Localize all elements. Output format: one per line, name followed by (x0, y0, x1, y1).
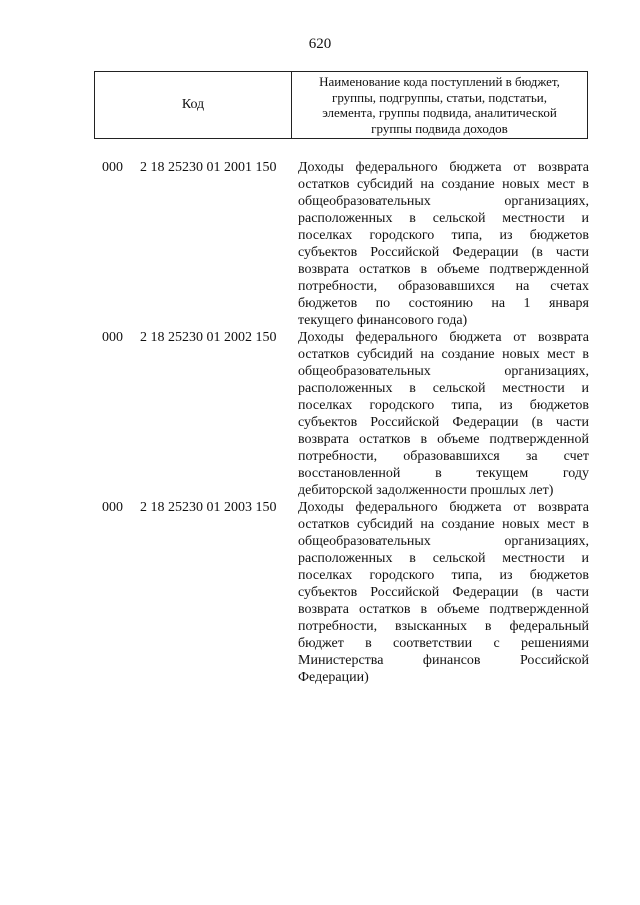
description-line: текущего финансового года) (298, 313, 468, 328)
header-name-line: группы подвида доходов (371, 120, 508, 136)
row-description (298, 499, 589, 686)
description-line: Федерации) (298, 670, 369, 685)
description-line: бюджетов по состоянию на 1 января (298, 296, 589, 311)
admin-code: 000 (102, 330, 123, 345)
description-line: расположенных в сельской местности и (298, 211, 589, 226)
admin-code: 000 (102, 500, 123, 515)
table-body (0, 159, 640, 686)
header-code-cell (95, 72, 292, 138)
description-line: дебиторской задолженности прошлых лет) (298, 483, 554, 498)
description-line: расположенных в сельской местности и (298, 551, 589, 566)
description-line: возврата остатков в объеме подтвержденной (298, 432, 589, 447)
admin-code: 000 (102, 160, 123, 175)
table-row (0, 159, 640, 329)
description-line: бюджет в соответствии с решениями (298, 636, 589, 651)
row-description (298, 159, 589, 329)
description-line: Доходы федерального бюджета от возврата (298, 500, 589, 515)
header-name-line: Наименование кода поступлений в бюджет, (319, 74, 560, 89)
description-line: расположенных в сельской местности и (298, 381, 589, 396)
page-number: 620 (308, 36, 332, 52)
table-row (0, 499, 640, 686)
description-line: Министерства финансов Российской (298, 653, 589, 668)
table-row (0, 329, 640, 499)
description-line: общеобразовательных организациях, (298, 364, 589, 379)
description-line: общеобразовательных организациях, (298, 194, 589, 209)
description-line: потребности, взысканных в федеральный (298, 619, 589, 634)
description-line: остатков субсидий на создание новых мест в (298, 347, 589, 362)
description-line: возврата остатков в объеме подтвержденной (298, 602, 589, 617)
row-code-cell (102, 499, 277, 516)
description-line: возврата остатков в объеме подтвержденной (298, 262, 589, 277)
description-line: субъектов Российской Федерации (в части (298, 245, 589, 260)
revenue-code: 2 18 25230 01 2003 150 (140, 500, 277, 515)
header-code-label: Код (181, 97, 205, 112)
description-line: субъектов Российской Федерации (в части (298, 415, 589, 430)
revenue-code: 2 18 25230 01 2001 150 (140, 160, 277, 175)
description-line: общеобразовательных организациях, (298, 534, 589, 549)
header-name-line: группы, подгруппы, статьи, подстатьи, (332, 89, 547, 105)
row-code-cell (102, 159, 277, 176)
header-name-line: элемента, группы подвида, аналитической (322, 105, 557, 121)
description-line: поселках городского типа, из бюджетов (298, 228, 589, 243)
description-line: потребности, образовавшихся на счетах (298, 279, 589, 294)
description-line: поселках городского типа, из бюджетов (298, 398, 589, 413)
row-description (298, 329, 589, 499)
description-line: остатков субсидий на создание новых мест в (298, 517, 589, 532)
description-line: восстановленной в текущем году (298, 466, 589, 481)
description-line: субъектов Российской Федерации (в части (298, 585, 589, 600)
description-line: поселках городского типа, из бюджетов (298, 568, 589, 583)
description-line: потребности, образовавшихся за счет (298, 449, 589, 464)
description-line: Доходы федерального бюджета от возврата (298, 330, 589, 345)
table-header (94, 71, 588, 139)
description-line: Доходы федерального бюджета от возврата (298, 160, 589, 175)
row-code-cell (102, 329, 277, 346)
revenue-code: 2 18 25230 01 2002 150 (140, 330, 277, 345)
header-name-cell (292, 72, 587, 138)
description-line: остатков субсидий на создание новых мест в (298, 177, 589, 192)
